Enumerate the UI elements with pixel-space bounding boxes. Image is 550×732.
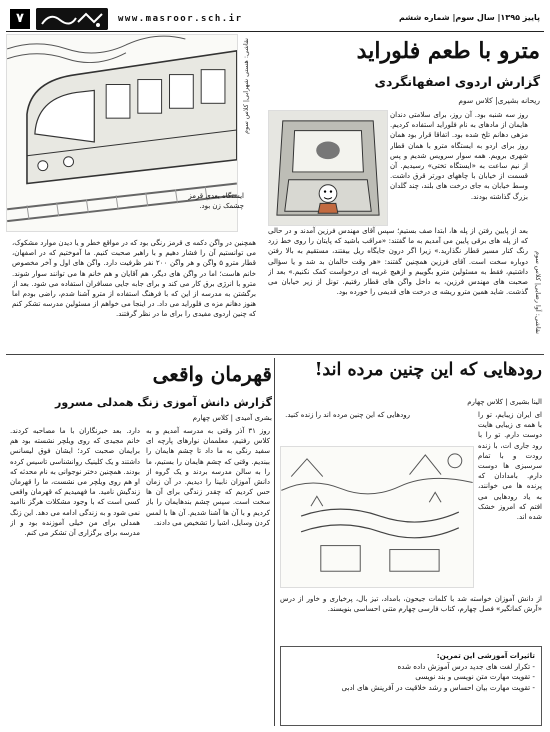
section-divider bbox=[6, 354, 544, 355]
metro-text-column-1: روز سه شنبه بود. آن روز، برای سلامتی دندان هایمان از مادهای به نام فلوراید استفاده کردیم. مزهی دهانم تلخ شده بود. اتفاقا قرار بود همان روز برای اردو به ایستگاه مترو با همان قطار شهری برویم. همه سوار سرویس شدیم و پس از نیم ساعت به «ایستگاه تختی» رسیدیم. آن قسمت از خیابان با چاههای دورتر قرق داشت. وسط خیابان به جای درخت های بلند، چند گلدان بزرگ گذاشته بودند. bbox=[390, 111, 528, 201]
rivers-title: رودهایی که این چنین مرده اند! bbox=[314, 360, 542, 380]
issue-info: پاییز ۱۳۹۵| سال سوم| شماره ششم bbox=[399, 13, 540, 22]
page-number: ۷ bbox=[10, 9, 30, 29]
train-drawing-credit: نقاشی: هستی شهرابی| کلاس سوم bbox=[242, 38, 250, 134]
column-divider bbox=[274, 358, 275, 726]
station-caption: ایستگاه بعدی قرمز چشمک زن بود. bbox=[188, 192, 244, 210]
rivers-text-column: ای ایران زیبایم، تو را با همه ی زیبایی هایت دوست دارم. تو را با رود جاری ات، با زنده رودت و با تمام سرسبزی ها دوست دارم. بامدادان که پرنده ها می خوانند، به یاد رودهایی می افتم که امروز خشک شده اند. bbox=[478, 411, 542, 522]
goal-item: - تکرار لغت های جدید درس آموزش داده شده bbox=[397, 661, 535, 671]
hero-title: قهرمان واقعی bbox=[152, 362, 272, 386]
rivers-text-short: رودهایی که این چنین مرده اند را زنده کنید. bbox=[285, 411, 410, 419]
hero-text-column-1: روز ۳۱ آذر وقتی به مدرسه آمدیم و به کلاس رفتیم، معلممان نوارهای پارچه ای سفید رنگی به ما داد تا چشم هایمان را ببندیم. وقتی که چشم هایمان را بستیم، ما را به سالن مدرسه بردند و یک گروه از دانش آموزان نابینا را دیدیم. در آن زمان حس کردیم که چقدر زندگی برای آن ها سخت است. سپس چشم بندهایمان را باز کردیم و با آن ها آشنا شدیم. آن ها با لمس کردن وسایل، اشیا را تشخیص می دادند. bbox=[146, 427, 270, 527]
goals-title: تاثیرات آموزشی این تمرین: bbox=[436, 651, 535, 660]
rivers-byline: الینا بشیری | کلاس چهارم bbox=[467, 398, 542, 406]
metro-byline: ریحانه بشیری| کلاس سوم bbox=[458, 96, 540, 105]
metro-article bbox=[6, 34, 544, 352]
masroor-logo bbox=[36, 8, 108, 30]
page-header bbox=[6, 6, 544, 32]
goal-item: - تقویت مهارت متن نویسی و بند نویسی bbox=[415, 672, 535, 681]
metro-subtitle: گزارش اردوی اصفهانگردی bbox=[374, 74, 540, 89]
tunnel-drawing bbox=[268, 110, 388, 226]
learning-goals-box bbox=[280, 646, 542, 726]
goal-item: - تقویت مهارت بیان احساس و رشد خلاقیت در آفرینش های ادبی bbox=[341, 682, 535, 692]
website-url: www.masroor.sch.ir bbox=[118, 14, 243, 24]
hero-subtitle: گزارش دانش آموزی زنگ همدلی مسرور bbox=[54, 396, 272, 409]
hero-text-column-2: دارد. بعد خبرنگاران با ما مصاحبه کردند. خانم مجیدی که روی ویلچر نشسته بود هم برایمان صحبت کرد؛ ایشان فوق لیسانس داشتند و یک کلینیک روانشناسی تاسیس کرده بودند. همچنین دختر نوجوانی به نام محدثه که او هم روی ویلچر می نشست، ما را قهرمان زندگیش نامید. ما فهمیدیم که قهرمان واقعی کسی است که با وجود مشکلات هرگز ناامید نمی شود و به زندگی ادامه می دهد. این زنگ همدلی برای من خیلی آموزنده بود و از مدرسه برای برگزاری آن تشکر می کنم. bbox=[10, 427, 140, 538]
metro-text-column-3: همچنین در واگن دکمه ی قرمز رنگی بود که در مواقع خطر و یا دیدن موارد مشکوک، می توانستیم آن را فشار دهیم و با راهبر صحبت کنیم. ما آموختیم که در اصفهان، قطار مترو ۵ واگن و هر واگن ۲۰۰ نفر ظرفیت دارد. واگن های اول و آخر مخصوص خانم هاست؛ اما در واگن های دیگر، هم آقایان و هم خانم ها می توانند سوار شوند. مترو با انرژی برق کار می کند و برای جابه جایی مسافران استفاده می شود. بعد از برگشتن به مدرسه از این که با فرهنگ استفاده از مترو آشنا شدم، راضی بودم اما هنوز دهانم مزه ی فلوراید می داد. در اینجا می خواهم از مسئولین مدرسه تشکر کنم که چنین اردوی مفیدی را برای ما در نظر گرفتند. bbox=[12, 239, 256, 319]
metro-text-column-2: بعد از پایین رفتن از پله ها، ابتدا صف بستیم؛ سپس آقای مهندس فرزین آمدند و در حالی که از پله های برقی پایین می آمدیم به ما گفتند: «مراقب باشید که پایتان را روی خط زرد رنگ کنار مسیر قطار نگذارید.» زیرا اگر درون جایگاه ریل بیفتند، مستقیم به بالا رفتن دوباره سخت است. آقای فرزین همچنین گفتند: «هر وقت حالمان بد شد و یا سؤالی داشتیم، فقط به مسئولین مترو بگوییم و ازهیچ غریبه ای درخواست کمک نکنیم.» بعد از صحبت های مهندس فرزین، به داخل واگن های قطار رفتیم. تونل از زیر خیابان می گذشت. شاید همین مترو ریشه ی درخت های قدیمی را خورده بود. bbox=[268, 227, 528, 297]
rivers-drawing bbox=[280, 446, 474, 588]
tunnel-drawing-credit: نقاشی: آوا رضایی| کلاس سوم bbox=[534, 251, 542, 334]
rivers-assignment-note: از دانش آموزان خواسته شد با کلمات جیحون، بامداد، تیز بال، پرخیاری و خاور از درس «آرش کمانگیر» فصل چهارم، کتاب فارسی چهارم متنی احساسی بنویسند. bbox=[280, 595, 542, 614]
hero-byline: بشری آمیدی | کلاس چهارم bbox=[192, 414, 272, 422]
metro-title: مترو با طعم فلوراید bbox=[356, 38, 540, 64]
